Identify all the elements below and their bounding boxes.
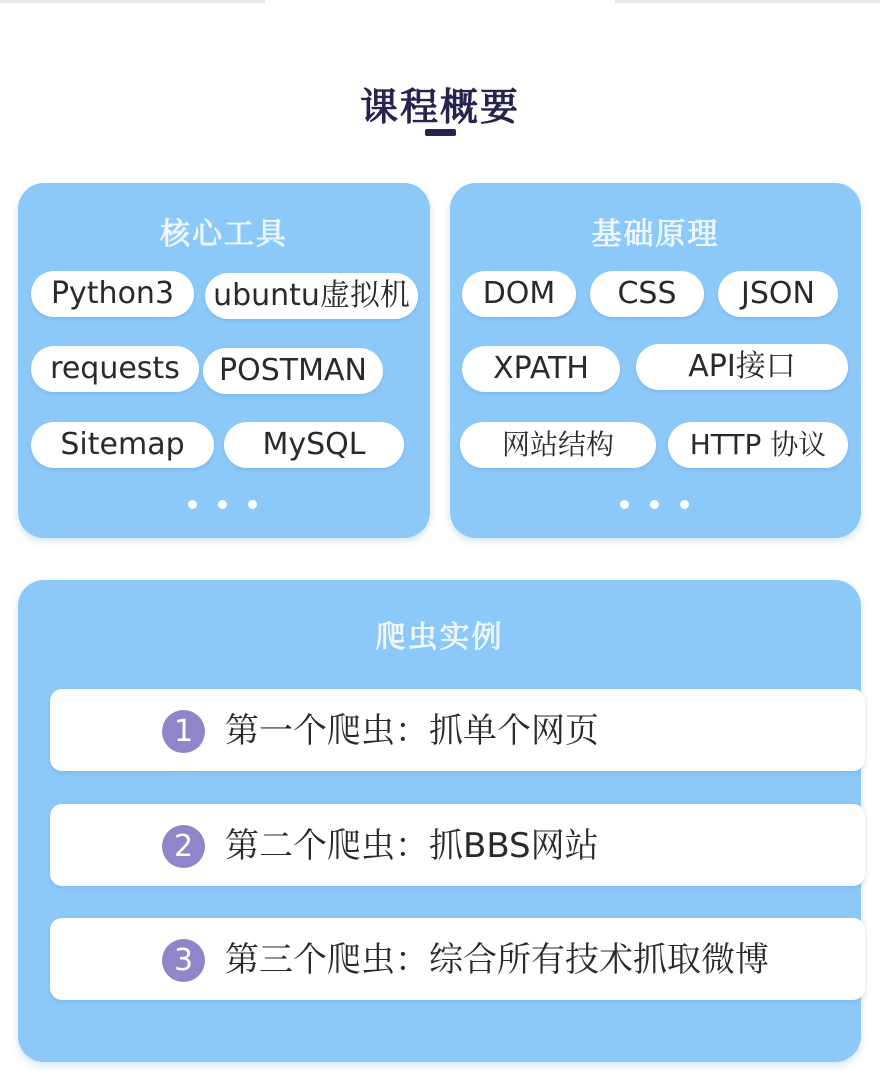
- basic-principles-card: [450, 183, 861, 538]
- tag-xpath: XPATH: [462, 346, 620, 392]
- tag-postman: POSTMAN: [203, 348, 383, 394]
- example-row-2: [50, 804, 865, 886]
- top-divider-left: [0, 0, 265, 3]
- top-divider-right: [615, 0, 880, 3]
- tag-sitemap: Sitemap: [31, 422, 214, 468]
- more-dots: [620, 500, 700, 510]
- example-text: 第三个爬虫：综合所有技术抓取微博: [225, 940, 769, 980]
- example-row-3: [50, 918, 865, 1000]
- tag-css: CSS: [590, 271, 704, 317]
- number-badge: 2: [162, 825, 205, 868]
- example-row-1: [50, 689, 865, 771]
- tag-http-protocol: HTTP 协议: [668, 422, 848, 468]
- number-badge: 1: [162, 710, 205, 753]
- tag-mysql: MySQL: [224, 422, 404, 468]
- example-text: 第一个爬虫：抓单个网页: [225, 711, 599, 751]
- core-tools-title: 核心工具: [160, 217, 288, 252]
- more-dots: [188, 500, 268, 510]
- basic-principles-title: 基础原理: [591, 217, 720, 252]
- page-title: 课程概要: [359, 85, 520, 129]
- example-text: 第二个爬虫：抓BBS网站: [225, 826, 599, 866]
- crawler-examples-card: [18, 580, 861, 1062]
- tag-api: API接口: [636, 344, 848, 390]
- tag-ubuntu-vm: ubuntu虚拟机: [205, 273, 418, 319]
- number-badge: 3: [162, 939, 205, 982]
- tag-site-structure: 网站结构: [460, 422, 656, 468]
- tag-python3: Python3: [31, 271, 194, 317]
- tag-requests: requests: [31, 346, 199, 392]
- core-tools-card: [18, 183, 430, 538]
- crawler-examples-title: 爬虫实例: [375, 620, 504, 655]
- title-underline: [425, 129, 456, 136]
- tag-dom: DOM: [462, 271, 576, 317]
- tag-json: JSON: [718, 271, 838, 317]
